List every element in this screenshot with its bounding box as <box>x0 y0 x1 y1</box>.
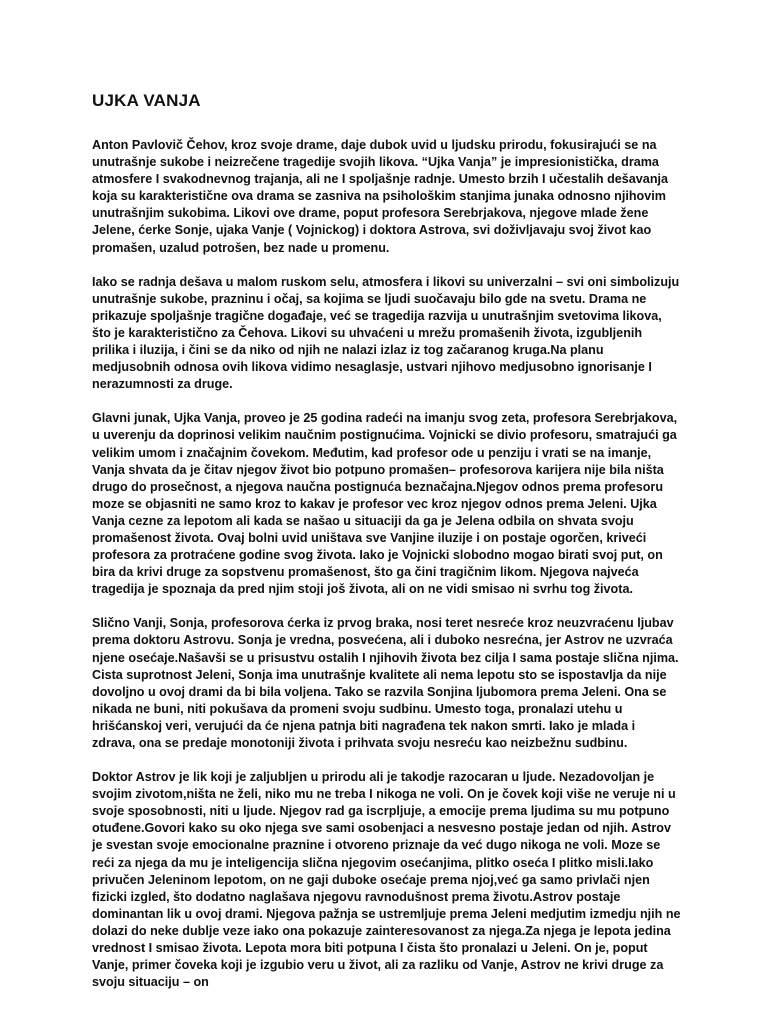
paragraph-setting: Iako se radnja dešava u malom ruskom selu, atmosfera i likovi su univerzalni – svi oni simbolizuju unutrašnje sukobe, prazninu i očaj, sa kojima se ljudi suočavaju bilo gde na svetu. Drama ne prikazuje spoljašnje tragične događaje, već se tragedija razvija u unutrašnjim svetovima likova, što je karakteristično za Čehova. Likovi su uhvaćeni u mrežu promašenih života, izgubljenih prilika i iluzija, i čini se da niko od njih ne nalazi izlaz iz tog začaranog kruga.Na planu medjusobnih odnosa ovih likova vidimo nesaglasje, ustvari njihovo medjusobno ignorisanje I nerazumnosti za druge. <box>92 274 680 392</box>
paragraph-astrov: Doktor Astrov je lik koji je zaljubljen u prirodu ali je takodje razocaran u ljude. Nezadovoljan je svojim zivotom,ništa ne želi, niko mu ne treba I nikoga ne voli. On je čovek koji više ne veruje ni u svoje sposobnosti, niti u ljude. Njegov rad ga iscrpljuje, a emocije prema ljudima su mu potpuno otuđene.Govori kako su oko njega sve sami osobenjaci a nesvesno postaje jedan od njih. Astrov je svestan svoje emocionalne praznine i otvoreno priznaje da već dugo nikoga ne voli. Moze se reći za njega da mu je inteligencija slična njegovim osećanjima, plitko oseća I plitko misli.Iako privučen Jeleninom lepotom, on ne gaji duboke osećaje prema njoj,već ga samo privlači njen fizicki izgled, što dodatno naglašava njegovu ravnodušnost prema životu.Astrov postaje dominantan lik u ovoj drami. Njegova pažnja se ustremljuje prema Jeleni medjutim izmedju njih ne dolazi do neke dublje veze iako ona pokazuje zainteresovanost za njega.Za njega je lepota jedina vrednost I smisao života. Lepota mora biti potpuna I čista što pronalazi u Jeleni. On je, poput Vanje, primer čoveka koji je izgubio veru u život, ali za razliku od Vanje, Astrov ne krivi druge za svoju situaciju – on <box>92 770 681 990</box>
paragraph-sonja: Slično Vanji, Sonja, profesorova ćerka iz prvog braka, nosi teret nesreće kroz neuzvraćenu ljubav prema doktoru Astrovu. Sonja je vredna, posvećena, ali i duboko nesrećna, jer Astrov ne uzvraća njene osećaje.Našavši se u prisustvu ostalih I njihovih života bez cilja I sama postaje slična njima. Cista suprotnost Jeleni, Sonja ima unutrašnje kvalitete ali nema lepotu sto se ispostavlja da nije dovoljno u ovoj drami da bi bila voljena. Tako se razvila Sonjina ljubomora prema Jeleni. Ona se nikada ne buni, niti pokušava da promeni svoju sudbinu. Umesto toga, pronalazi utehu u hrišćanskoj veri, verujući da će njena patnja biti nagrađena tek nakon smrti. Iako je mlada i zdrava, ona se predaje monotoniji života i prihvata svoju nesreću kao neizbežnu sudbinu. <box>92 616 679 750</box>
document-page <box>92 89 682 1008</box>
document-title: UJKA VANJA <box>92 91 201 110</box>
paragraph-vanja: Glavni junak, Ujka Vanja, proveo je 25 godina radeći na imanju svog zeta, profesora Serebrjakova, u uverenju da doprinosi velikim naučnim postignućima. Vojnicki se divio profesoru, smatrajući ga velikim umom i značajnim čovekom. Međutim, kad profesor ode u penziju i vrati se na imanje, Vanja shvata da je čitav njegov život bio potpuno promašen– profesorova karijera nije bila ništa drugo do prosečnost, a njegova naučna postignuća beznačajna.Njegov odnos prema profesoru moze se objasniti ne samo kroz to kakav je profesor vec kroz njegov odnos prema Jeleni. Ujka Vanja cezne za lepotom ali kada se našao u situaciji da ga je Jelena odbila on shvata svoju promašenost života. Ovaj bolni uvid uništava sve Vanjine iluzije i on postaje ogorčen, krivеći profesora za protraćene godine svog života. Iako je Vojnicki slobodno mogao birati svoj put, on bira da krivi druge za sopstvenu promašenost, što ga čini tragičnim likom. Njegova najveća tragedija je spoznaja da pred njim stoji još života, ali on ne vidi smisao ni svrhu tog života. <box>92 411 678 597</box>
paragraph-intro: Anton Pavlovič Čehov, kroz svoje drame, daje dubok uvid u ljudsku prirodu, fokusirajući se na unutrašnje sukobe i neizrečene tragedije svojih likova. “Ujka Vanja” je impresionistička, drama atmosfere I svakodnevnog trajanja, ali ne I spoljašnje radnje. Umesto brzih I učestalih dešavanja koja su karakteristične ova drama se zasniva na psihološkim stanjima junaka odnosno njihovim unutrašnjim sukobima. Likovi ove drame, poput profesora Serebrjakova, njegove mlade žene Jelene, ćerke Sonje, ujaka Vanje ( Vojnickog) i doktora Astrova, svi doživljavaju svoj život kao promašen, uzalud potrošen, bez nade u promenu. <box>92 138 669 255</box>
